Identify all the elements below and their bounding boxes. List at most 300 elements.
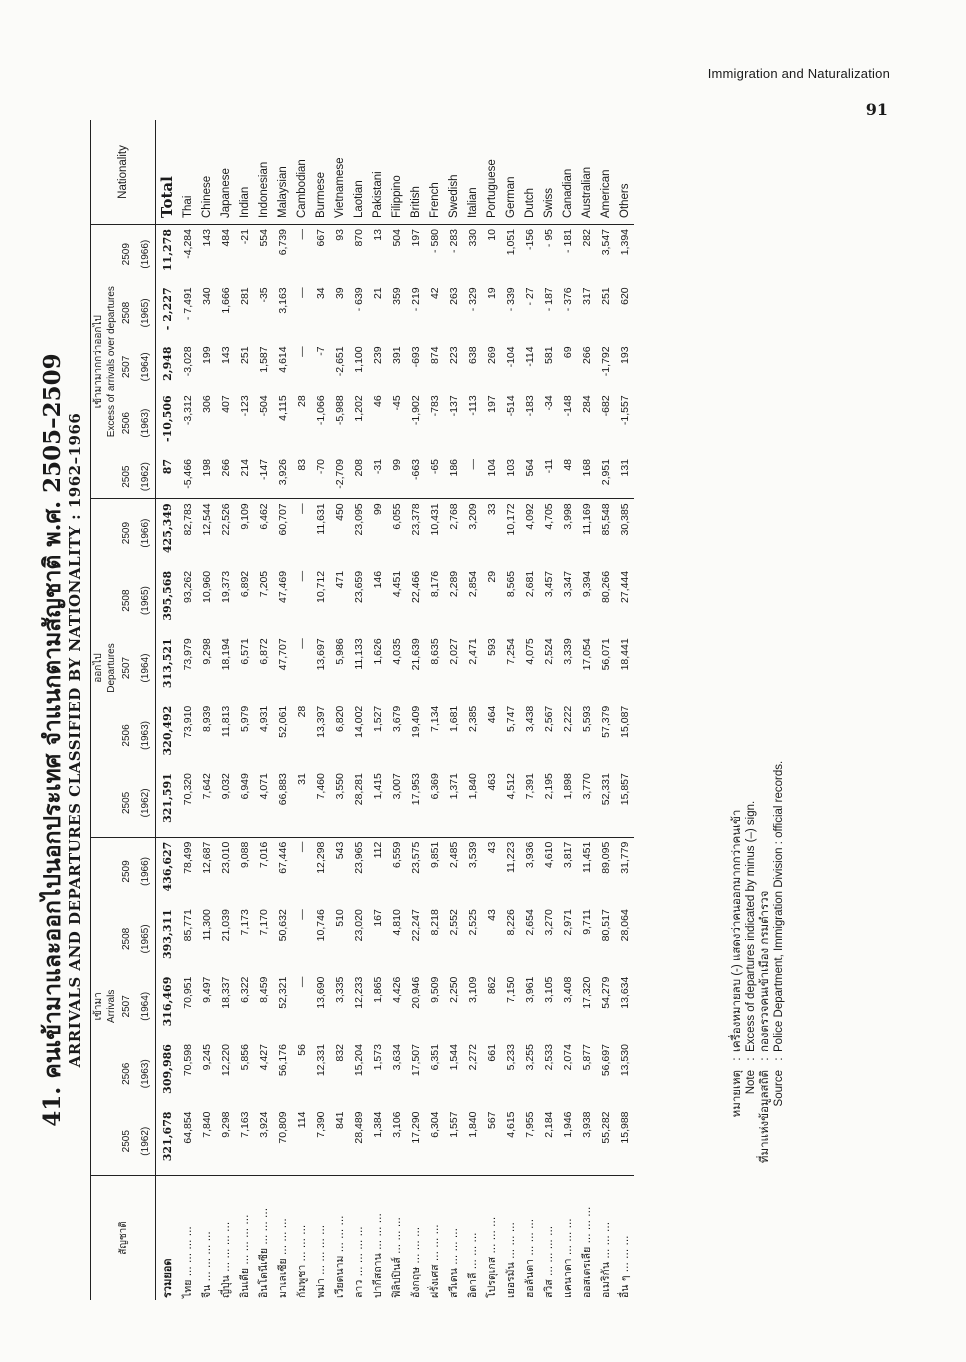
excess-value: -147 xyxy=(257,458,270,480)
excess-value: -2,709 xyxy=(333,458,346,489)
excess-value: -45 xyxy=(390,395,403,411)
excess-value: - 283 xyxy=(444,225,463,284)
excess-value: -663 xyxy=(409,458,422,480)
excess-value: 407 xyxy=(219,395,232,413)
arrivals-value: 11,223 xyxy=(501,837,520,905)
excess-value: 484 xyxy=(216,225,235,284)
excess-value: - 329 xyxy=(466,287,479,312)
departures-value: 73,979 xyxy=(181,638,194,671)
departures-value: 1,626 xyxy=(371,638,384,665)
title-thai: 41. คนเข้ามาและออกไปนอกประเทศ จำแนกตามสัญชาติ พ.ศ. 2505–2509 xyxy=(39,353,66,1127)
arrivals-value: 8,218 xyxy=(428,909,441,936)
departures-value: 23,095 xyxy=(349,499,368,567)
departures-value: 1,840 xyxy=(466,773,479,800)
departures-value: 29 xyxy=(485,570,498,583)
arrivals-value: 64,854 xyxy=(181,1111,194,1144)
departures-value: 11,169 xyxy=(577,499,596,567)
year-be-arrivals: 2508 xyxy=(121,927,132,951)
note-colon: : xyxy=(745,1057,757,1061)
nationality-thai: อินโดนีเซีย ... ... ... xyxy=(254,1176,273,1301)
note-text: กองตรวจคนเข้าเมือง กรมตำรวจ xyxy=(759,890,771,1052)
arrivals-value: 309,986 xyxy=(160,1044,174,1094)
year-be-row xyxy=(117,120,136,1300)
excess-value: - 7,491 xyxy=(181,287,194,321)
departures-value: 1,681 xyxy=(447,705,460,732)
header-excess-th: เข้ามามากกว่าออกไป xyxy=(93,315,104,409)
year-ce-arrivals: (1965) xyxy=(140,924,151,954)
departures-value: 4,705 xyxy=(539,499,558,567)
departures-value: 52,061 xyxy=(276,705,289,738)
nationality-english: Indonesian xyxy=(257,161,270,218)
nationality-thai: กัมพูชา ... ... ... xyxy=(292,1176,311,1301)
excess-value: 251 xyxy=(238,346,251,364)
table-row xyxy=(216,120,235,1300)
table-notes xyxy=(730,761,786,1180)
nationality-english: Pakistani xyxy=(371,171,384,218)
excess-value: 3,163 xyxy=(276,287,289,314)
departures-value: 6,820 xyxy=(333,705,346,732)
departures-value: 11,133 xyxy=(352,638,365,670)
excess-value: 208 xyxy=(352,458,365,477)
nationality-thai: ปากีสถาน ... ... ... xyxy=(368,1176,387,1301)
excess-value: 504 xyxy=(387,225,406,284)
title-english: ARRIVALS AND DEPARTURES CLASSIFIED BY NATIONALITY : 1962–1966 xyxy=(66,412,84,1068)
departures-value: 2,195 xyxy=(542,773,555,800)
departures-value: 3,998 xyxy=(558,499,577,567)
departures-value: 2,524 xyxy=(542,638,555,665)
nationality-english: Portuguese xyxy=(485,159,498,218)
arrivals-value: 13,530 xyxy=(618,1044,631,1077)
excess-value: 83 xyxy=(295,458,308,471)
departures-value: 10,431 xyxy=(425,499,444,567)
arrivals-value: 17,290 xyxy=(409,1111,422,1144)
nationality-thai: รวมยอด xyxy=(156,1176,179,1301)
nationality-english: Swiss xyxy=(542,187,555,218)
excess-value: -123 xyxy=(238,395,251,417)
nationality-english: Italian xyxy=(466,187,479,218)
nationality-english: Laotian xyxy=(352,180,365,218)
departures-value: 2,854 xyxy=(466,570,479,598)
year-be-departures: 2505 xyxy=(121,791,132,815)
arrivals-value: 3,936 xyxy=(520,837,539,905)
departures-value: 60,707 xyxy=(273,499,292,567)
note-row xyxy=(730,761,744,1180)
excess-value: -31 xyxy=(371,458,384,475)
excess-value: 21 xyxy=(371,287,384,300)
arrivals-value: 167 xyxy=(371,909,384,927)
header-excess-en: Excess of arrivals over departures xyxy=(106,286,117,438)
arrivals-value: 28,489 xyxy=(352,1111,365,1144)
arrivals-value: 7,163 xyxy=(238,1111,251,1138)
nationality-english: Australian xyxy=(580,166,593,218)
excess-value: 284 xyxy=(580,395,593,413)
year-be-arrivals: 2507 xyxy=(121,995,132,1018)
nationality-thai: เวียดนาม ... ... ... xyxy=(330,1176,349,1301)
arrivals-value: 7,170 xyxy=(257,909,270,936)
arrivals-value: 8,226 xyxy=(504,909,517,936)
excess-value: 168 xyxy=(580,458,593,477)
year-ce-excess: (1963) xyxy=(140,408,151,438)
departures-value: 2,027 xyxy=(447,638,460,665)
departures-value: 4,071 xyxy=(257,773,270,800)
departures-value: 22,526 xyxy=(216,499,235,567)
arrivals-value: 7,016 xyxy=(254,837,273,905)
nationality-english: French xyxy=(428,182,441,218)
excess-value: 2,948 xyxy=(160,346,174,381)
arrivals-value: 9,245 xyxy=(200,1044,213,1071)
nationality-english: Others xyxy=(618,183,631,218)
arrivals-value: 3,255 xyxy=(523,1044,536,1071)
excess-value: 306 xyxy=(200,395,213,413)
excess-value: - 376 xyxy=(561,287,574,312)
year-be-departures: 2506 xyxy=(121,724,132,747)
nationality-thai: พม่า ... ... ... ... xyxy=(311,1176,330,1301)
excess-value: - 580 xyxy=(425,225,444,284)
table-row xyxy=(197,120,216,1300)
excess-value: 197 xyxy=(406,225,425,284)
departures-value: 10,712 xyxy=(314,570,327,603)
arrivals-value: 4,610 xyxy=(539,837,558,905)
departures-value: 13,697 xyxy=(314,638,327,671)
arrivals-value: 1,865 xyxy=(371,976,384,1003)
excess-value: -2,651 xyxy=(333,346,346,377)
nationality-thai: มาเลเซีย ... ... ... xyxy=(273,1176,292,1301)
excess-value: 99 xyxy=(390,458,403,471)
departures-value: 4,035 xyxy=(390,638,403,665)
arrivals-value: 9,298 xyxy=(219,1111,232,1138)
year-be-arrivals: 2506 xyxy=(121,1062,132,1085)
arrivals-value: 3,634 xyxy=(390,1044,403,1071)
excess-value: -5,466 xyxy=(181,458,194,489)
arrivals-value: 56,697 xyxy=(599,1044,612,1077)
excess-value: - 95 xyxy=(539,225,558,284)
table-row xyxy=(520,120,539,1300)
departures-value: — xyxy=(292,499,311,567)
table-row xyxy=(615,120,634,1300)
nationality-thai: สวีเดน ... ... ... xyxy=(444,1176,463,1301)
excess-value: 214 xyxy=(238,458,251,477)
arrivals-value: 6,559 xyxy=(387,837,406,905)
note-row xyxy=(744,761,758,1180)
excess-value: - 27 xyxy=(523,287,536,306)
excess-value: - 181 xyxy=(558,225,577,284)
arrivals-value: 3,539 xyxy=(463,837,482,905)
arrivals-value: 70,598 xyxy=(181,1044,194,1077)
year-ce-row xyxy=(136,120,156,1300)
year-be-arrivals: 2505 xyxy=(121,1130,132,1153)
table-row xyxy=(425,120,444,1300)
nationality-english: Filippino xyxy=(390,175,403,218)
excess-value: 3,547 xyxy=(596,225,615,284)
excess-value: 1,394 xyxy=(615,225,634,284)
arrivals-value: 11,451 xyxy=(577,837,596,905)
arrivals-value: 85,771 xyxy=(181,909,194,942)
arrivals-value: 4,615 xyxy=(504,1111,517,1138)
departures-value: 52,331 xyxy=(599,773,612,806)
nationality-english: American xyxy=(599,169,612,218)
nationality-thai: เยอรมัน ... ... ... xyxy=(501,1176,520,1301)
departures-value: 146 xyxy=(371,570,384,589)
excess-value: 143 xyxy=(197,225,216,284)
departures-value: 321,591 xyxy=(160,773,174,823)
arrivals-value: 1,557 xyxy=(447,1111,460,1138)
arrivals-value: — xyxy=(295,909,308,920)
nationality-thai: ไทย ... ... ... ... xyxy=(178,1176,197,1301)
excess-value: 239 xyxy=(371,346,384,364)
departures-value: 66,883 xyxy=(276,773,289,806)
excess-value: 13 xyxy=(368,225,387,284)
departures-value: 12,544 xyxy=(197,499,216,567)
excess-value: 143 xyxy=(219,346,232,364)
departures-value: 1,527 xyxy=(371,705,384,732)
arrivals-value: 21,039 xyxy=(219,909,232,942)
excess-value: 198 xyxy=(200,458,213,477)
table-row xyxy=(482,120,501,1300)
excess-value: 1,587 xyxy=(257,346,270,373)
excess-value: 93 xyxy=(330,225,349,284)
note-text: เครื่องหมายลบ (-) แสดงว่าคนออกมากกว่าคนเข้า xyxy=(731,809,743,1052)
departures-value: 6,571 xyxy=(238,638,251,665)
arrivals-value: 3,335 xyxy=(333,976,346,1003)
departures-value: 8,176 xyxy=(428,570,441,598)
note-label: Note xyxy=(745,1070,757,1095)
excess-value: -21 xyxy=(235,225,254,284)
nationality-english: Canadian xyxy=(561,168,574,218)
arrivals-value: 5,877 xyxy=(580,1044,593,1071)
arrivals-value: 7,150 xyxy=(504,976,517,1003)
excess-value: 1,051 xyxy=(501,225,520,284)
arrivals-value: 17,320 xyxy=(580,976,593,1009)
excess-value: 870 xyxy=(349,225,368,284)
departures-value: 23,659 xyxy=(352,570,365,603)
departures-value: 3,550 xyxy=(333,773,346,800)
departures-value: 47,469 xyxy=(276,570,289,603)
arrivals-value: 7,955 xyxy=(523,1111,536,1138)
arrivals-value: 13,690 xyxy=(314,976,327,1009)
excess-value: -1,792 xyxy=(599,346,612,377)
arrivals-value: 20,946 xyxy=(409,976,422,1009)
excess-value: -693 xyxy=(409,346,422,368)
arrivals-value: — xyxy=(295,976,308,988)
departures-value: 5,593 xyxy=(580,705,593,732)
nationality-thai: จีน ... ... ... ... xyxy=(197,1176,216,1301)
departures-value: 8,635 xyxy=(428,638,441,665)
departures-value: 57,379 xyxy=(599,705,612,738)
nationality-thai: ออสเตรเลีย ... ... ... xyxy=(577,1176,596,1301)
header-arrivals-en: Arrivals xyxy=(106,989,117,1024)
departures-value: 18,441 xyxy=(618,638,631,671)
departures-value: 7,460 xyxy=(314,773,327,800)
departures-value: 19,373 xyxy=(219,570,232,603)
arrivals-value: 43 xyxy=(482,837,501,905)
header-arrivals xyxy=(91,837,118,1175)
arrivals-value: 2,533 xyxy=(542,1044,555,1071)
excess-value: 554 xyxy=(254,225,273,284)
arrivals-value: 4,427 xyxy=(257,1044,270,1071)
arrivals-value: 15,988 xyxy=(618,1111,631,1144)
arrivals-value: 70,809 xyxy=(276,1111,289,1144)
note-colon: : xyxy=(759,1057,771,1061)
table-row xyxy=(311,120,330,1300)
arrivals-value: 54,279 xyxy=(599,976,612,1009)
arrivals-value: 3,109 xyxy=(466,976,479,1003)
departures-value: — xyxy=(295,570,308,582)
excess-value: 87 xyxy=(160,458,174,475)
arrivals-value: 2,250 xyxy=(447,976,460,1003)
arrivals-value: 3,408 xyxy=(561,976,574,1003)
departures-value: 463 xyxy=(485,773,498,791)
table-row xyxy=(254,120,273,1300)
departures-value: 6,055 xyxy=(387,499,406,567)
departures-value: 6,949 xyxy=(238,773,251,800)
departures-value: 15,087 xyxy=(618,705,631,738)
header-departures xyxy=(91,499,118,837)
excess-value: 359 xyxy=(390,287,403,305)
excess-value: -104 xyxy=(504,346,517,368)
excess-value: -1,902 xyxy=(409,395,422,426)
table-row xyxy=(558,120,577,1300)
departures-value: 2,768 xyxy=(444,499,463,567)
nationality-english: Vietnamese xyxy=(333,157,346,218)
departures-value: 14,002 xyxy=(352,705,365,738)
departures-value: 15,857 xyxy=(618,773,631,806)
excess-value: 317 xyxy=(580,287,593,305)
departures-value: 23,378 xyxy=(406,499,425,567)
arrivals-value: 78,499 xyxy=(178,837,197,905)
arrivals-value: 6,304 xyxy=(428,1111,441,1138)
excess-value: — xyxy=(295,346,308,357)
departures-value: 3,438 xyxy=(523,705,536,732)
arrivals-value: 31,779 xyxy=(615,837,634,905)
nationality-english: Thai xyxy=(181,195,194,218)
arrivals-value: 2,272 xyxy=(466,1044,479,1071)
excess-value: 11,278 xyxy=(156,225,179,284)
departures-value: 313,521 xyxy=(160,638,174,689)
arrivals-value: 436,627 xyxy=(156,837,179,905)
excess-value: -70 xyxy=(314,458,327,475)
arrivals-value: 43 xyxy=(485,909,498,921)
arrivals-value: 52,321 xyxy=(276,976,289,1009)
arrivals-value: 3,817 xyxy=(558,837,577,905)
excess-value: 2,951 xyxy=(599,458,612,486)
excess-value: — xyxy=(295,287,308,298)
nationality-english: Total xyxy=(158,176,176,218)
arrivals-value: 17,507 xyxy=(409,1044,422,1077)
excess-value: 34 xyxy=(314,287,327,300)
note-text: Police Department, Immigration Division : official records. xyxy=(773,760,785,1052)
departures-value: 3,007 xyxy=(390,773,403,800)
note-colon: : xyxy=(731,1057,743,1061)
table-body xyxy=(156,120,635,1300)
excess-value: - 639 xyxy=(352,287,365,312)
excess-value: -35 xyxy=(257,287,270,303)
table-row xyxy=(577,120,596,1300)
arrivals-value: 841 xyxy=(333,1111,346,1129)
note-label: ที่มาแห่งข้อมูลสถิติ xyxy=(759,1070,771,1164)
excess-value: 1,100 xyxy=(352,346,365,373)
year-be-excess: 2508 xyxy=(121,301,132,325)
excess-value: 28 xyxy=(295,395,308,407)
arrivals-value: 9,497 xyxy=(200,976,213,1003)
departures-value: 82,783 xyxy=(178,499,197,567)
year-be-excess: 2509 xyxy=(117,225,136,284)
departures-value: 7,205 xyxy=(257,570,270,598)
arrivals-value: 3,938 xyxy=(580,1111,593,1138)
header-excess xyxy=(91,225,118,499)
excess-value: 874 xyxy=(428,346,441,364)
departures-value: 85,548 xyxy=(596,499,615,567)
year-be-departures: 2509 xyxy=(117,499,136,567)
arrivals-value: 543 xyxy=(330,837,349,905)
note-label: Source xyxy=(773,1070,785,1107)
excess-value: -183 xyxy=(523,395,536,417)
arrivals-value: 28,064 xyxy=(618,909,631,942)
departures-value: 31 xyxy=(295,773,308,785)
excess-value: -11 xyxy=(542,458,555,474)
excess-value: 46 xyxy=(371,395,384,407)
nationality-thai: แคนาดา ... ... ... xyxy=(558,1176,577,1301)
nationality-english: Chinese xyxy=(200,175,213,218)
nationality-english: German xyxy=(504,176,517,218)
excess-value: -1,557 xyxy=(618,395,631,426)
note-colon: : xyxy=(773,1057,785,1061)
excess-value: 199 xyxy=(200,346,213,364)
nationality-thai: โปรตุเกส ... ... ... xyxy=(482,1176,501,1301)
excess-value: 581 xyxy=(542,346,555,364)
departures-value: 8,565 xyxy=(504,570,517,598)
arrivals-value: 67,446 xyxy=(273,837,292,905)
departures-value: 73,910 xyxy=(181,705,194,738)
departures-value: 450 xyxy=(330,499,349,567)
table-row xyxy=(501,120,520,1300)
excess-value: 48 xyxy=(561,458,574,471)
departures-value: 27,444 xyxy=(618,570,631,603)
excess-value: 564 xyxy=(523,458,536,477)
departures-value: 2,222 xyxy=(561,705,574,732)
arrivals-value: 2,184 xyxy=(542,1111,555,1138)
nationality-english: British xyxy=(409,186,422,218)
arrivals-value: 832 xyxy=(333,1044,346,1062)
excess-value: -65 xyxy=(428,458,441,475)
arrivals-value: 2,971 xyxy=(561,909,574,936)
arrivals-value: 510 xyxy=(333,909,346,927)
departures-value: 7,391 xyxy=(523,773,536,800)
departures-value: 425,349 xyxy=(156,499,179,567)
year-ce-arrivals: (1963) xyxy=(140,1059,151,1089)
arrivals-value: 8,459 xyxy=(257,976,270,1003)
arrivals-value: 56,176 xyxy=(276,1044,289,1077)
departures-value: 11,813 xyxy=(219,705,232,738)
year-be-arrivals: 2509 xyxy=(117,837,136,905)
departures-value: 1,898 xyxy=(561,773,574,800)
arrivals-value: 1,384 xyxy=(371,1111,384,1138)
year-ce-departures: (1965) xyxy=(140,586,151,616)
excess-value: -682 xyxy=(599,395,612,417)
arrivals-value: 56 xyxy=(295,1044,308,1056)
arrivals-value: 9,851 xyxy=(425,837,444,905)
departures-value: 28 xyxy=(295,705,308,718)
arrivals-value: 6,322 xyxy=(238,976,251,1003)
arrivals-value: 2,525 xyxy=(466,909,479,936)
arrivals-value: 1,946 xyxy=(561,1111,574,1138)
year-ce-departures: (1962) xyxy=(140,788,151,818)
departures-value: 28,281 xyxy=(352,773,365,806)
departures-value: 6,369 xyxy=(428,773,441,800)
departures-value: 3,347 xyxy=(561,570,574,598)
arrivals-value: 2,485 xyxy=(444,837,463,905)
arrivals-value: 3,961 xyxy=(523,976,536,1003)
excess-value: 638 xyxy=(466,346,479,364)
